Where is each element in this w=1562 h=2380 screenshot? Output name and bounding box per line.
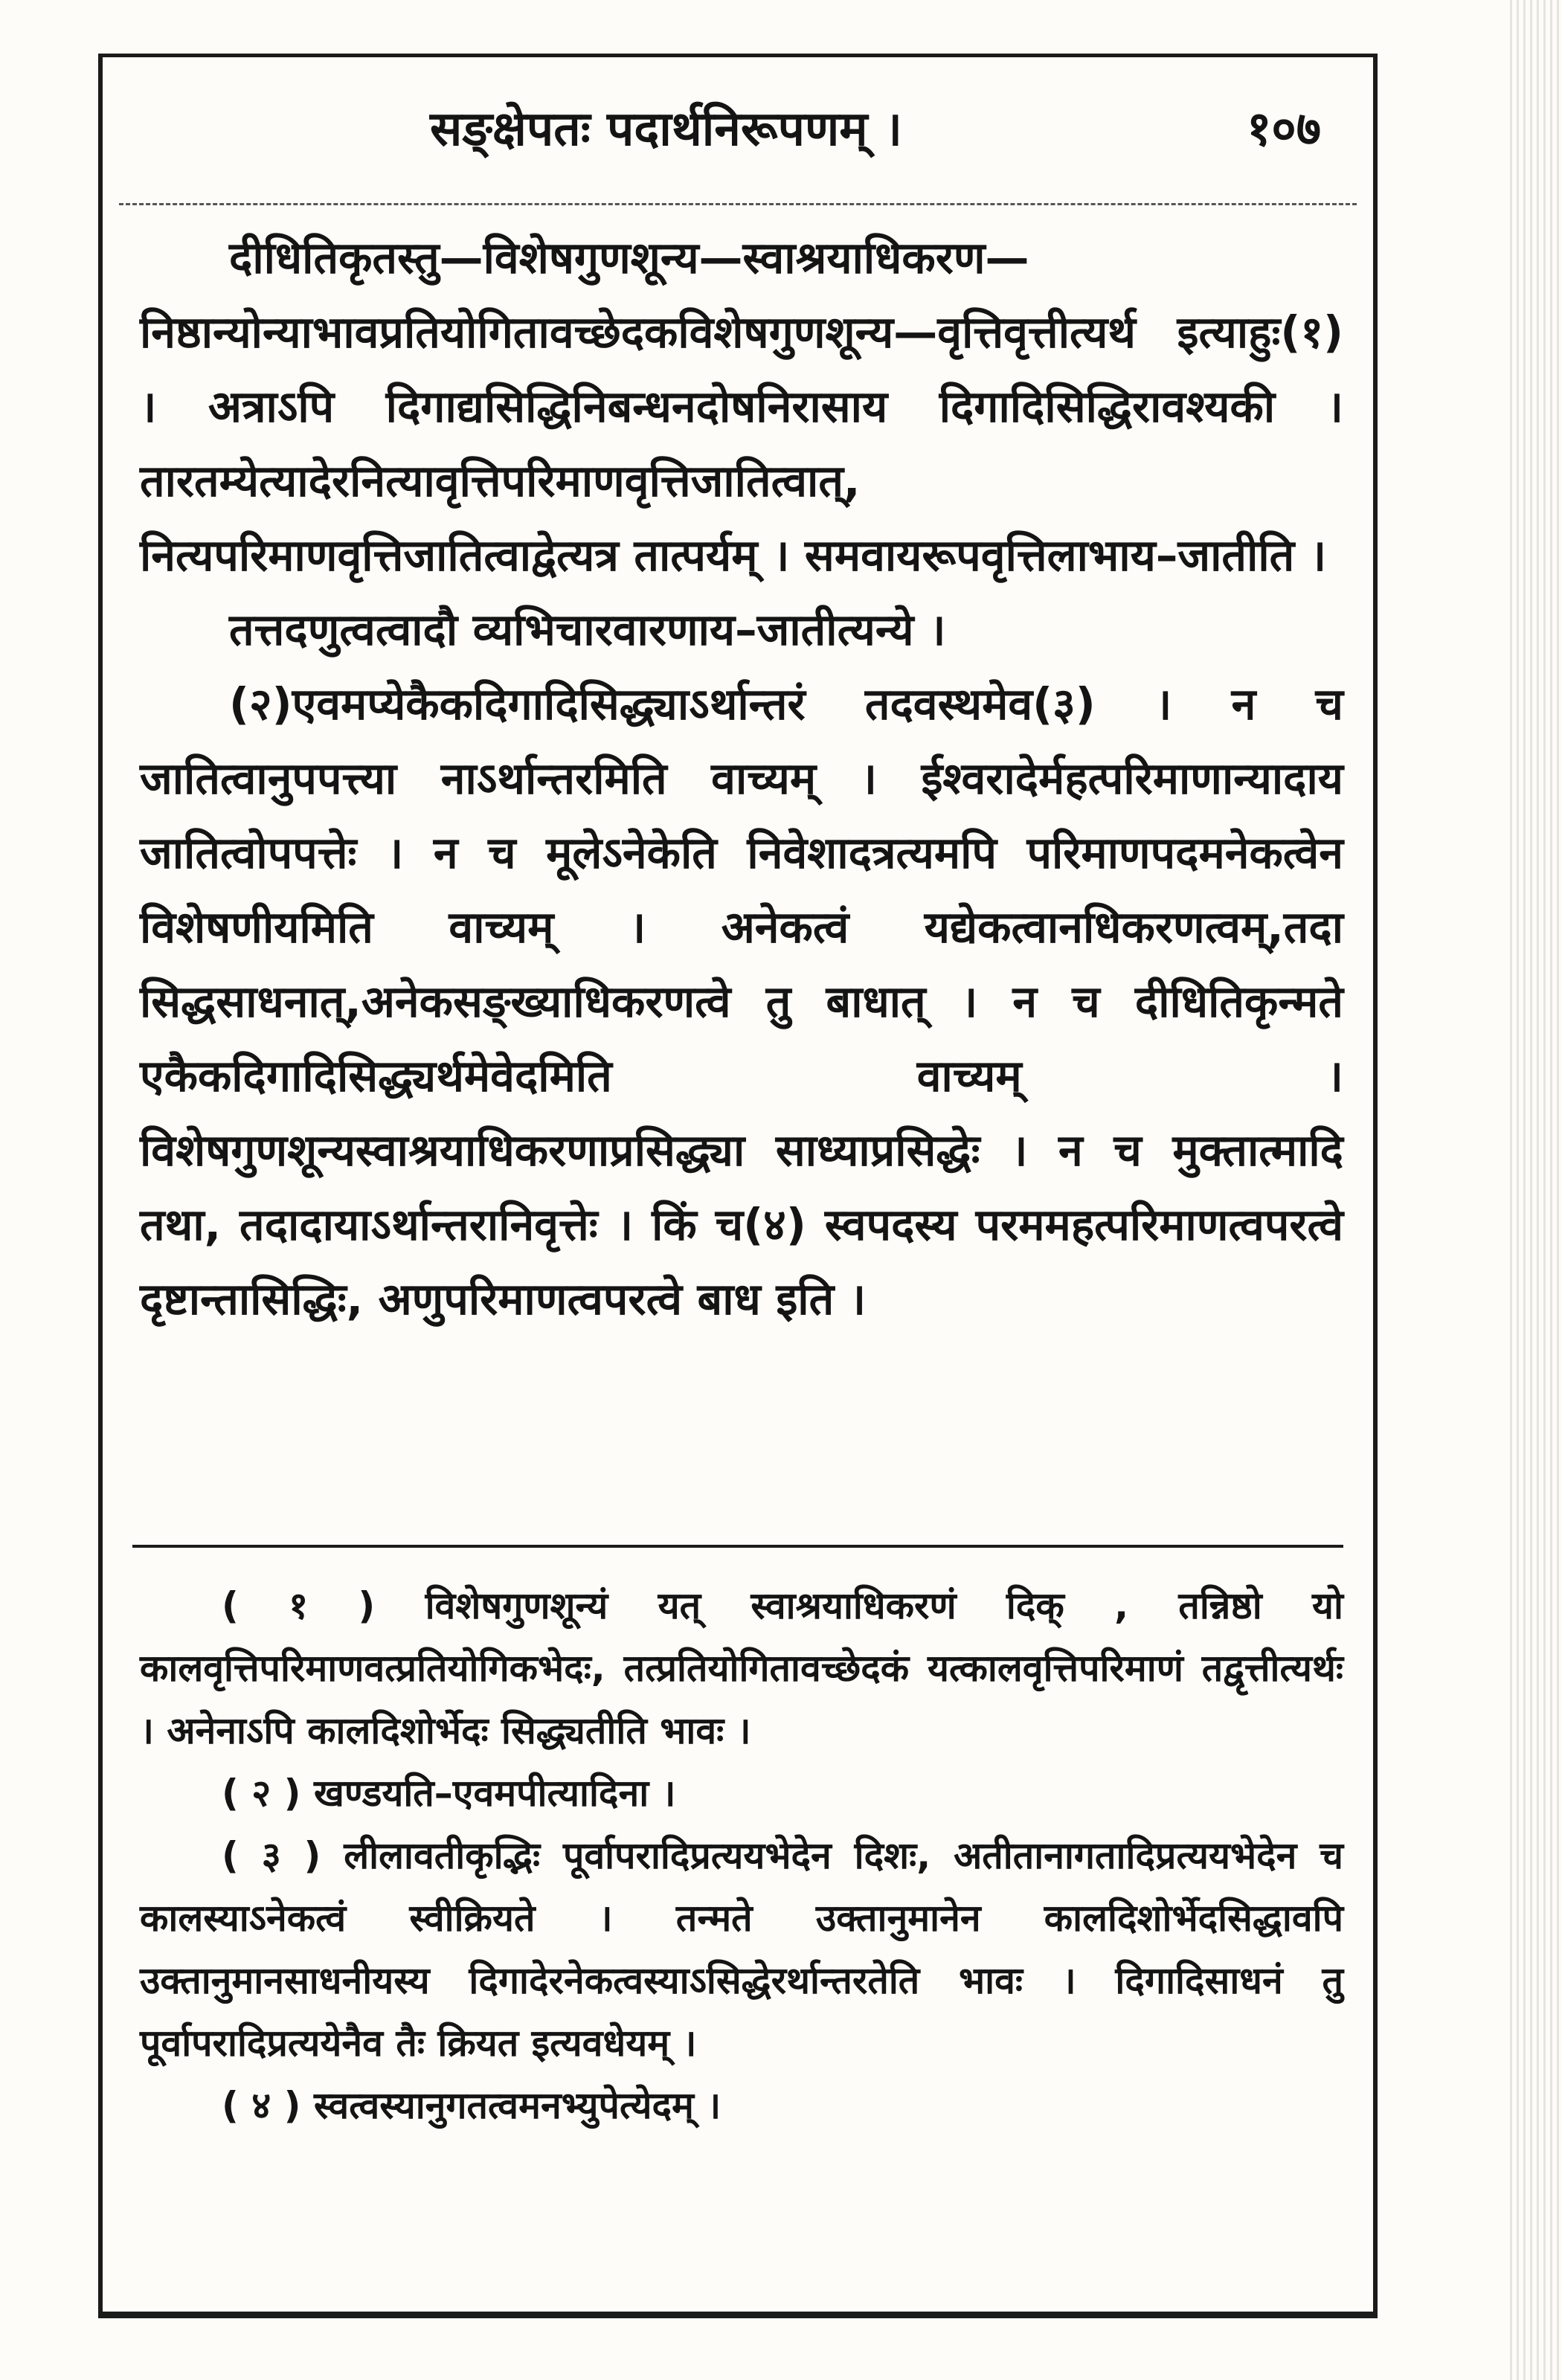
footnote xyxy=(140,1762,1343,1824)
footnote-rule xyxy=(132,1545,1343,1548)
footnote xyxy=(140,2074,1343,2137)
running-title: सङ्क्षेपतः पदार्थनिरूपणम् । xyxy=(430,102,903,157)
footnote-marker: ( २ ) xyxy=(222,1772,301,1815)
header-rule xyxy=(119,203,1357,205)
page-header xyxy=(103,87,1373,176)
footnote-marker: ( ४ ) xyxy=(222,2084,301,2127)
main-text xyxy=(140,221,1343,1337)
footnote-text: स्वत्वस्यानुगतत्वमनभ्युपेत्येदम् । xyxy=(313,2084,721,2127)
paragraph: (२)एवमप्येकैकदिगादिसिद्ध्याऽर्थान्तरं तदवस्थमेव(३) । न च जातित्वानुपपत्त्या नाऽर्थान्तरमिति वाच्यम् । ईश्वरादेर्महत्परिमाणान्यादाय जातित्वोपपत्तेः । न च मूलेऽनेकेति निवेशादत्रत्यमपि परिमाणपदमनेकत्वेन विशेषणीयमिति वाच्यम् । अनेकत्वं यद्येकत्वानधिकरणत्वम्,तदा सिद्धसाधनात्,अनेकसङ्ख्याधिकरणत्वे तु बाधात् । न च दीधितिकृन्मते एकैकदिगादिसिद्ध्यर्थमेवेदमिति वाच्यम् । विशेषगुणशून्यस्वाश्रयाधिकरणाप्रसिद्ध्या साध्याप्रसिद्धेः । न च मुक्तात्मादि तथा, तदादायाऽर्थान्तरानिवृत्तेः । किं च(४) स्वपदस्य परममहत्परिमाणत्वपरत्वे दृष्टान्तासिद्धिः, अणुपरिमाणत्वपरत्वे बाध इति । xyxy=(140,678,1343,1325)
footnote-text: विशेषगुणशून्यं यत् स्वाश्रयाधिकरणं दिक् , तन्निष्ठो यो कालवृत्तिपरिमाणवत्प्रतियोगिकभेदः, तत्प्रतियोगितावच्छेदकं यत्कालवृत्तिपरिमाणं तद्वृत्तीत्यर्थः । अनेनाऽपि कालदिशोर्भेदः सिद्ध्यतीति भावः । xyxy=(140,1584,1343,1752)
paragraph: तत्तदणुत्वत्वादौ व्यभिचारवारणाय–जातीत्यन्ये । xyxy=(229,604,946,655)
scan-edge xyxy=(1510,0,1562,2380)
footnote xyxy=(140,1575,1343,1762)
page-frame xyxy=(98,54,1378,2318)
footnote-marker: ( १ ) xyxy=(222,1584,376,1627)
footnote-marker: ( ३ ) xyxy=(222,1834,321,1877)
footnote-text: लीलावतीकृद्भिः पूर्वापरादिप्रत्ययभेदेन दिशः, अतीतानागतादिप्रत्ययभेदेन च कालस्याऽनेकत्वं स्वीक्रियते । तन्मते उक्तानुमानेन कालदिशोर्भेदसिद्धावपि उक्तानुमानसाधनीयस्य दिगादेरनेकत्वस्याऽसिद्धेरर्थान्तरतेति भावः । दिगादिसाधनं तु पूर्वापरादिप्रत्ययेनैव तैः क्रियत इत्यवधेयम् । xyxy=(140,1834,1343,2065)
page-number: १०७ xyxy=(1247,102,1321,157)
footnote xyxy=(140,1824,1343,2074)
footnotes xyxy=(140,1575,1343,2137)
footnote-text: खण्डयति–एवमपीत्यादिना । xyxy=(313,1772,676,1815)
paragraph: दीधितिकृतस्तु—विशेषगुणशून्य—स्वाश्रयाधिकरण—निष्ठान्योन्याभावप्रतियोगितावच्छेदकविशेषगुणशून्य—वृत्तिवृत्तीत्यर्थ इत्याहुः(१) । अत्राऽपि दिगाद्यसिद्धिनिबन्धनदोषनिरासाय दिगादिसिद्धिरावश्यकी । तारतम्येत्यादेरनित्यावृत्तिपरिमाणवृत्तिजातित्वात्, नित्यपरिमाणवृत्तिजातित्वाद्वेत्यत्र तात्पर्यम् । समवायरूपवृत्तिलाभाय–जातीति । xyxy=(140,232,1343,581)
